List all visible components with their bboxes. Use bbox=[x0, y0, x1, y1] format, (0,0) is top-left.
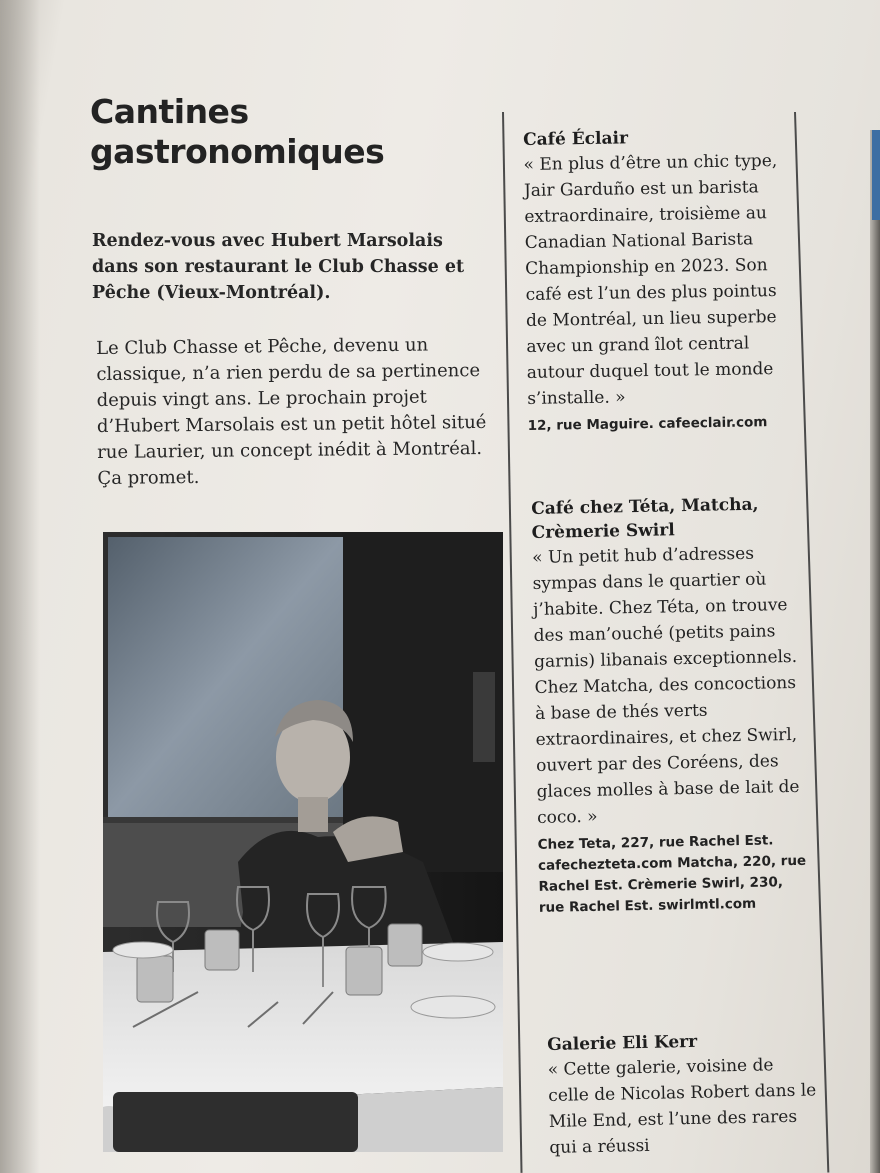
sidebar-entry-chez-teta bbox=[531, 492, 809, 919]
entry-quote: « En plus d’être un chic type, Jair Garduño est un barista extraordinaire, troisième au Canadian National Barista Championship en 2023. Son café est l’un des plus pointus de Montréal, un lieu superbe avec un grand îlot central autour duquel tout le monde s’installe. » bbox=[523, 151, 778, 409]
entry-heading: Café chez Téta, Matcha, Crèmerie Swirl bbox=[531, 494, 759, 543]
article-lede: Rendez-vous avec Hubert Marsolais dans son restaurant le Club Chasse et Pêche (Vieux-Montréal). bbox=[92, 231, 465, 303]
article-body: Le Club Chasse et Pêche, devenu un classique, n’a rien perdu de sa pertinence depuis vingt ans. Le prochain projet d’Hubert Marsolais est un petit hôtel situé rue Laurier, un concept inédit à Montréal. Ça promet. bbox=[96, 334, 487, 489]
entry-heading: Café Éclair bbox=[523, 128, 629, 150]
sidebar-entry-galerie-eli-kerr bbox=[547, 1027, 820, 1161]
page-gutter-shadow bbox=[0, 0, 40, 1173]
sidebar-entry-cafe-eclair bbox=[523, 124, 798, 437]
entry-address: Chez Teta, 227, rue Rachel Est. cafechezteta.com Matcha, 220, rue Rachel Est. Crèmerie Swirl, 230, rue Rachel Est. swirlmtl.com bbox=[537, 832, 807, 916]
entry-quote: « Cette galerie, voisine de celle de Nicolas Robert dans le Mile End, est l’une des rares qui a réussi bbox=[547, 1055, 817, 1158]
article-title bbox=[90, 92, 450, 172]
entry-quote: « Un petit hub d’adresses sympas dans le quartier où j’habite. Chez Téta, on trouve des man’ouché (petits pains garnis) libanais exceptionnels. Chez Matcha, des concoctions à base de thés verts extraordinaires, et chez Swirl, ouvert par des Coréens, des glaces molles à base de lait de coco. » bbox=[531, 543, 800, 828]
column-divider-left bbox=[502, 112, 523, 1173]
adjacent-page-edge bbox=[870, 130, 880, 1173]
entry-heading: Galerie Eli Kerr bbox=[547, 1031, 698, 1055]
restaurant-photo bbox=[103, 532, 503, 1152]
entry-address: 12, rue Maguire. cafeeclair.com bbox=[527, 414, 768, 434]
title-line-1: Cantines bbox=[90, 92, 249, 131]
title-line-2: gastronomiques bbox=[90, 132, 385, 171]
